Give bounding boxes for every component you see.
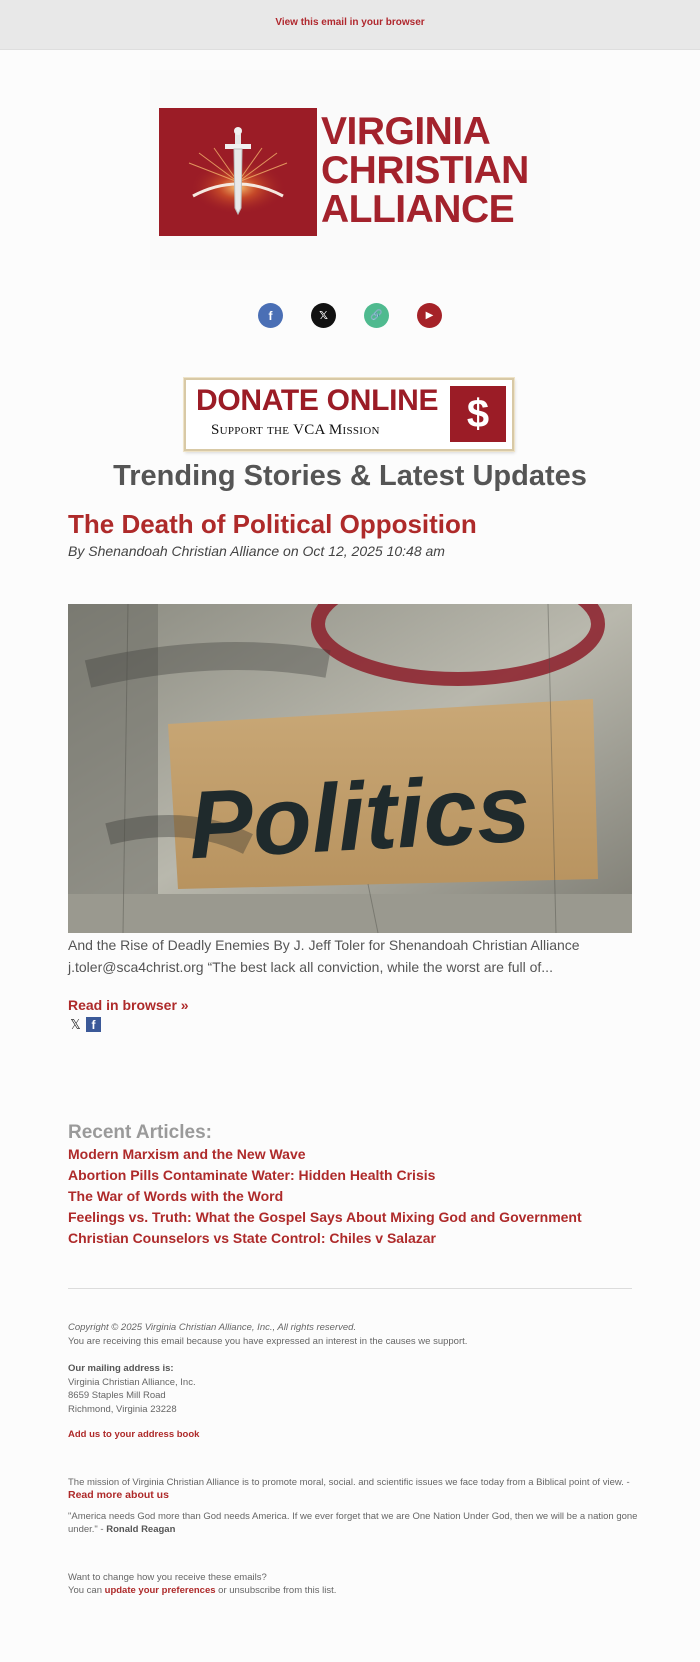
view-in-browser-link[interactable]: View this email in your browser	[275, 17, 425, 28]
receiving-text: You are receiving this email because you have expressed an interest in the causes we support.	[68, 1335, 468, 1347]
you-can-text: You can	[68, 1585, 105, 1596]
mission-text: The mission of Virginia Christian Alliance is to promote moral, social. and scientific issues we face today from a Biblical point of view. -	[68, 1476, 630, 1488]
article-image[interactable]	[68, 604, 632, 933]
read-more-link[interactable]: Read more about us	[68, 1489, 169, 1501]
social-links	[0, 303, 700, 328]
logo-line-2: CHRISTIAN	[321, 149, 529, 192]
email-footer	[68, 1321, 638, 1598]
reagan-quote	[68, 1510, 638, 1537]
read-in-browser-link[interactable]: Read in browser »	[68, 997, 189, 1013]
change-question: Want to change how you receive these emails?	[68, 1571, 267, 1583]
preferences-line	[68, 1584, 638, 1598]
article-excerpt	[68, 934, 638, 978]
recent-articles-list	[68, 1146, 582, 1251]
youtube-icon[interactable]: ▶	[417, 303, 442, 328]
article-title[interactable]: The Death of Political Opposition	[68, 509, 477, 539]
section-title: Trending Stories & Latest Updates	[113, 460, 587, 492]
excerpt-line-2: j.toler@sca4christ.org “The best lack all conviction, while the worst are full of...	[68, 959, 553, 975]
x-icon[interactable]: 𝕏	[311, 303, 336, 328]
address-street: 8659 Staples Mill Road	[68, 1390, 166, 1401]
recent-article-link[interactable]: Christian Counselors vs State Control: Chiles v Salazar	[68, 1230, 436, 1246]
footer-divider	[68, 1288, 632, 1289]
recent-article-link[interactable]: Abortion Pills Contaminate Water: Hidden Health Crisis	[68, 1167, 436, 1183]
logo-line-1: VIRGINIA	[321, 110, 491, 153]
dollar-icon: $	[450, 386, 506, 442]
logo-line-3: ALLIANCE	[321, 188, 515, 231]
recent-articles-heading: Recent Articles:	[68, 1122, 212, 1143]
logo-wordmark	[321, 112, 529, 229]
quote-author: Ronald Reagan	[106, 1524, 176, 1535]
share-facebook-icon[interactable]: f	[86, 1017, 101, 1032]
update-preferences-link[interactable]: update your preferences	[104, 1585, 216, 1596]
vca-logo[interactable]	[150, 70, 550, 270]
mailing-address-label: Our mailing address is:	[68, 1363, 174, 1374]
mission-statement	[68, 1476, 638, 1503]
address-city: Richmond, Virginia 23228	[68, 1403, 177, 1415]
share-x-icon[interactable]: 𝕏	[70, 1017, 81, 1032]
donate-subtitle: Support the VCA Mission	[211, 422, 380, 438]
facebook-icon[interactable]: f	[258, 303, 283, 328]
recent-article-link[interactable]: Feelings vs. Truth: What the Gospel Says About Mixing God and Government	[68, 1209, 582, 1225]
article-byline: By Shenandoah Christian Alliance on Oct 12, 2025 10:48 am	[68, 543, 445, 559]
excerpt-line-1: And the Rise of Deadly Enemies By J. Jeff Toler for Shenandoah Christian Alliance	[68, 937, 580, 953]
donate-title: DONATE ONLINE	[196, 384, 439, 417]
address-book-link[interactable]: Add us to your address book	[68, 1429, 200, 1440]
share-icons	[68, 1017, 101, 1032]
recent-article-link[interactable]: The War of Words with the Word	[68, 1188, 284, 1204]
donate-banner[interactable]	[184, 378, 514, 451]
sword-emblem-icon	[159, 108, 317, 236]
recent-article-link[interactable]: Modern Marxism and the New Wave	[68, 1146, 306, 1162]
politics-word: Politics	[186, 754, 533, 880]
quote-text: "America needs God more than God needs America. If we ever forget that we are One Nation Under God, then we will be a nation gone under." -	[68, 1510, 638, 1535]
address-name: Virginia Christian Alliance, Inc.	[68, 1376, 196, 1388]
view-in-browser-bar	[0, 0, 700, 50]
link-icon[interactable]: 🔗	[364, 303, 389, 328]
copyright-text: Copyright © 2025 Virginia Christian Alliance, Inc., All rights reserved.	[68, 1322, 357, 1333]
unsubscribe-text[interactable]: or unsubscribe from this list.	[215, 1585, 337, 1596]
